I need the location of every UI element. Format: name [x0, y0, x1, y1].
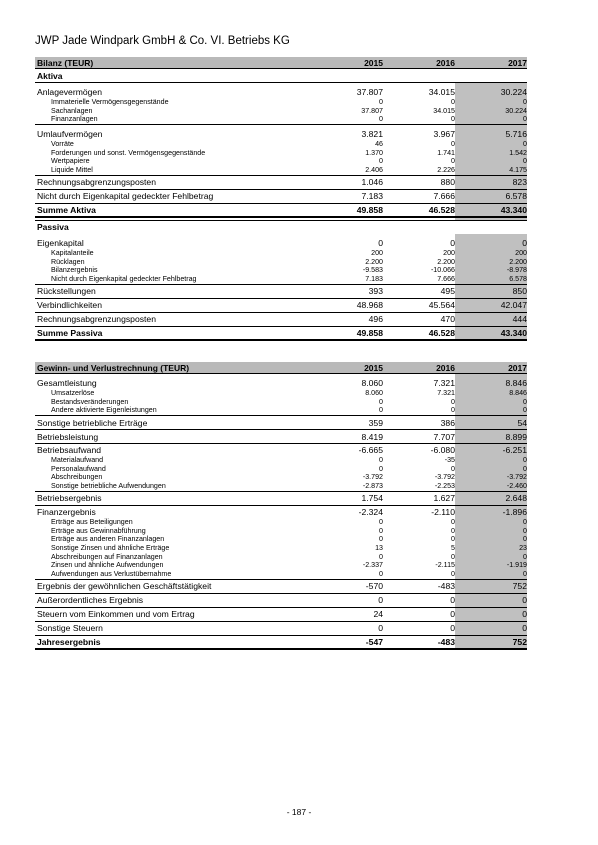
- line-row: [35, 299, 527, 313]
- detail-row: [35, 406, 527, 416]
- value-2015: -9.583: [362, 266, 383, 275]
- value-2015: -547: [365, 636, 383, 647]
- detail-row: [35, 389, 527, 398]
- value-2016: -483: [437, 636, 455, 647]
- value-2016: 0: [451, 140, 455, 149]
- value-2017: 0: [523, 535, 527, 544]
- detail-row: [35, 275, 527, 285]
- value-2016: 2.200: [437, 257, 455, 266]
- value-2015: -6.665: [358, 445, 383, 456]
- value-2016: 495: [440, 286, 455, 297]
- value-2015: 0: [379, 535, 383, 544]
- year-2017: 2017: [508, 362, 527, 373]
- value-2016: 0: [451, 464, 455, 473]
- row-label: Nicht durch Eigenkapital gedeckter Fehlbetrag: [51, 274, 197, 283]
- value-2015: 0: [379, 456, 383, 465]
- value-2017: 752: [512, 581, 527, 592]
- balance-heading: Bilanz (TEUR): [37, 57, 94, 68]
- value-2015: 0: [378, 237, 383, 248]
- value-2016: 0: [451, 526, 455, 535]
- value-2017: 8.846: [509, 389, 527, 397]
- value-2017: 54: [517, 417, 527, 428]
- value-2016: -483: [437, 581, 455, 592]
- total-row: [35, 636, 527, 650]
- value-2017: -1.896: [502, 506, 527, 517]
- value-2015: 8.419: [361, 431, 383, 442]
- row-label: Summe Passiva: [37, 327, 103, 338]
- value-2015: 13: [375, 543, 383, 552]
- value-2016: -3.792: [434, 473, 455, 482]
- row-label: Vorräte: [51, 140, 74, 149]
- row-label: Bilanzergebnis: [51, 266, 98, 275]
- balance-sheet-table: [35, 57, 527, 341]
- row-label: Sonstige Steuern: [37, 623, 103, 634]
- value-2016: 7.321: [433, 378, 455, 388]
- value-2015: 37.807: [356, 87, 383, 97]
- value-2015: 0: [379, 98, 383, 106]
- group-row: [35, 86, 527, 98]
- detail-row: [35, 544, 527, 553]
- value-2015: -2.324: [358, 506, 383, 517]
- value-2016: 0: [451, 535, 455, 544]
- value-2017: 0: [523, 517, 527, 526]
- value-2017: 444: [512, 314, 527, 325]
- value-2015: 0: [379, 115, 383, 124]
- value-2016: 0: [450, 595, 455, 606]
- value-2017: 43.340: [500, 204, 527, 215]
- value-2015: 0: [379, 569, 383, 578]
- row-label: Rückstellungen: [37, 286, 96, 297]
- row-label: Forderungen und sonst. Vermögensgegenstände: [51, 148, 206, 157]
- row-label: Rücklagen: [51, 257, 85, 266]
- value-2015: 46: [375, 140, 383, 149]
- year-2016: 2016: [436, 362, 455, 373]
- guv-heading: Gewinn- und Verlustrechnung (TEUR): [37, 362, 190, 373]
- row-label: Rechnungsabgrenzungsposten: [37, 314, 156, 325]
- value-2015: -2.337: [362, 561, 383, 570]
- detail-row: [35, 553, 527, 562]
- value-2015: 0: [378, 623, 383, 634]
- value-2017: 850: [512, 286, 527, 297]
- line-row: [35, 580, 527, 594]
- value-2015: 8.060: [361, 378, 383, 388]
- row-label: Steuern vom Einkommen und vom Ertrag: [37, 609, 195, 620]
- value-2016: 0: [451, 517, 455, 526]
- line-row: [35, 416, 527, 430]
- value-2017: 5.716: [505, 129, 527, 140]
- detail-row: [35, 570, 527, 580]
- row-label: Erträge aus anderen Finanzanlagen: [51, 535, 165, 544]
- value-2017: 2.200: [509, 257, 527, 266]
- value-2017: 42.047: [500, 300, 527, 311]
- detail-row: [35, 249, 527, 258]
- value-2015: 1.370: [365, 148, 383, 157]
- value-2017: 43.340: [500, 327, 527, 338]
- row-label: Verbindlichkeiten: [37, 300, 102, 311]
- value-2015: 1.046: [361, 177, 383, 188]
- row-label: Immaterielle Vermögensgegenstände: [51, 98, 169, 106]
- row-label: Finanzergebnis: [37, 506, 96, 517]
- value-2015: 0: [379, 157, 383, 166]
- value-2017: 0: [523, 98, 527, 106]
- value-2017: -6.251: [502, 445, 527, 456]
- value-2015: 8.060: [365, 389, 383, 397]
- row-label: Sonstige betriebliche Aufwendungen: [51, 482, 166, 491]
- value-2017: 0: [522, 237, 527, 248]
- detail-row: [35, 482, 527, 492]
- detail-row: [35, 456, 527, 465]
- value-2015: 0: [378, 595, 383, 606]
- value-2015: -2.873: [362, 482, 383, 491]
- line-row: [35, 190, 527, 204]
- value-2016: 0: [451, 157, 455, 166]
- value-2016: 0: [451, 406, 455, 415]
- value-2016: 3.967: [433, 129, 455, 140]
- line-row: [35, 608, 527, 622]
- detail-row: [35, 465, 527, 474]
- row-label: Finanzanlagen: [51, 115, 98, 124]
- value-2016: 7.707: [433, 431, 455, 442]
- detail-row: [35, 398, 527, 407]
- detail-row: [35, 535, 527, 544]
- detail-row: [35, 266, 527, 275]
- row-label: Anlagevermögen: [37, 87, 102, 97]
- value-2016: -6.080: [430, 445, 455, 456]
- row-label: Betriebsaufwand: [37, 445, 102, 456]
- value-2016: 0: [451, 98, 455, 106]
- value-2016: 7.321: [437, 389, 455, 397]
- value-2017: 23: [519, 543, 527, 552]
- row-label: Sonstige Zinsen und ähnliche Erträge: [51, 543, 170, 552]
- value-2016: 34.015: [428, 87, 455, 97]
- value-2016: -35: [444, 456, 455, 465]
- value-2016: 46.528: [428, 327, 455, 338]
- year-2017: 2017: [508, 57, 527, 68]
- value-2016: 1.627: [433, 493, 455, 504]
- value-2015: 0: [379, 552, 383, 561]
- group-row: [35, 444, 527, 456]
- row-label: Andere aktivierte Eigenleistungen: [51, 406, 157, 415]
- value-2017: 0: [522, 623, 527, 634]
- value-2017: 0: [523, 157, 527, 166]
- value-2016: 0: [450, 237, 455, 248]
- value-2017: 30.224: [500, 87, 527, 97]
- row-label: Eigenkapital: [37, 237, 84, 248]
- detail-row: [35, 527, 527, 536]
- value-2017: 0: [523, 526, 527, 535]
- row-label: Rechnungsabgrenzungsposten: [37, 177, 156, 188]
- value-2016: -2.115: [435, 561, 455, 570]
- value-2017: 4.175: [509, 166, 527, 175]
- value-2015: 2.200: [365, 257, 383, 266]
- value-2016: 880: [440, 177, 455, 188]
- total-row: [35, 204, 527, 218]
- value-2017: -8.978: [506, 266, 527, 275]
- value-2017: 823: [512, 177, 527, 188]
- detail-row: [35, 107, 527, 116]
- value-2017: 0: [523, 115, 527, 124]
- row-label: Umlaufvermögen: [37, 129, 103, 140]
- value-2016: 0: [450, 609, 455, 620]
- value-2016: 200: [443, 248, 455, 257]
- value-2017: 8.899: [505, 431, 527, 442]
- value-2015: 37.807: [361, 106, 383, 115]
- row-label: Jahresergebnis: [37, 636, 101, 647]
- total-row: [35, 327, 527, 341]
- detail-row: [35, 140, 527, 149]
- line-row: [35, 176, 527, 190]
- value-2017: 6.578: [509, 274, 527, 283]
- aktiva-label: Aktiva: [35, 71, 527, 81]
- value-2017: 0: [523, 397, 527, 406]
- value-2016: 1.741: [437, 148, 455, 157]
- row-label: Kapitalanteile: [51, 248, 94, 257]
- value-2017: 200: [515, 248, 527, 257]
- row-label: Erträge aus Beteiligungen: [51, 517, 133, 526]
- value-2015: 200: [371, 248, 383, 257]
- row-label: Liquide Mittel: [51, 166, 93, 175]
- value-2015: -3.792: [362, 473, 383, 482]
- value-2016: 7.666: [433, 191, 455, 202]
- value-2017: -1.919: [506, 561, 527, 570]
- value-2015: 49.858: [356, 204, 383, 215]
- row-label: Aufwendungen aus Verlustübernahme: [51, 569, 172, 578]
- detail-row: [35, 518, 527, 527]
- passiva-heading-row: [35, 220, 527, 234]
- row-label: Außerordentliches Ergebnis: [37, 595, 144, 606]
- value-2017: 0: [523, 464, 527, 473]
- income-statement-table: [35, 362, 527, 650]
- document-title: JWP Jade Windpark GmbH & Co. VI. Betriebs KG: [35, 35, 290, 47]
- value-2015: 1.754: [361, 493, 383, 504]
- value-2015: 0: [379, 517, 383, 526]
- detail-row: [35, 166, 527, 176]
- line-row: [35, 313, 527, 327]
- value-2016: 2.226: [437, 166, 455, 175]
- line-row: [35, 285, 527, 299]
- row-label: Abschreibungen auf Finanzanlagen: [51, 552, 163, 561]
- value-2016: 0: [451, 115, 455, 124]
- year-2016: 2016: [436, 57, 455, 68]
- value-2015: 7.183: [365, 274, 383, 283]
- value-2016: 470: [440, 314, 455, 325]
- value-2017: 1.542: [509, 148, 527, 157]
- detail-row: [35, 157, 527, 166]
- detail-row: [35, 473, 527, 482]
- value-2015: 393: [368, 286, 383, 297]
- value-2016: 34.015: [433, 106, 455, 115]
- value-2015: 3.821: [361, 129, 383, 140]
- row-label: Summe Aktiva: [37, 204, 96, 215]
- row-label: Sonstige betriebliche Erträge: [37, 417, 148, 428]
- guv-header-row: [35, 362, 527, 374]
- row-label: Abschreibungen: [51, 473, 103, 482]
- value-2017: -2.460: [506, 482, 527, 491]
- line-row: [35, 622, 527, 636]
- page-number: - 187 -: [286, 807, 312, 817]
- line-row: [35, 492, 527, 506]
- row-label: Personalaufwand: [51, 464, 106, 473]
- group-row: [35, 506, 527, 518]
- group-row: [35, 128, 527, 140]
- detail-row: [35, 258, 527, 267]
- value-2016: 0: [451, 569, 455, 578]
- year-2015: 2015: [364, 57, 383, 68]
- row-label: Sachanlagen: [51, 106, 93, 115]
- year-2015: 2015: [364, 362, 383, 373]
- value-2017: 0: [523, 569, 527, 578]
- value-2017: 2.648: [505, 493, 527, 504]
- value-2015: 48.968: [356, 300, 383, 311]
- value-2015: 496: [368, 314, 383, 325]
- value-2016: -2.253: [434, 482, 455, 491]
- value-2016: 5: [451, 543, 455, 552]
- aktiva-heading-row: [35, 69, 527, 83]
- value-2015: 24: [373, 609, 383, 620]
- row-label: Umsatzerlöse: [51, 389, 95, 397]
- row-label: Wertpapiere: [51, 157, 90, 166]
- passiva-label: Passiva: [35, 222, 527, 232]
- value-2016: 7.666: [437, 274, 455, 283]
- value-2016: 46.528: [428, 204, 455, 215]
- value-2016: 45.564: [428, 300, 455, 311]
- value-2017: -3.792: [506, 473, 527, 482]
- value-2015: 7.183: [361, 191, 383, 202]
- value-2017: 0: [523, 456, 527, 465]
- value-2017: 0: [523, 406, 527, 415]
- line-row: [35, 430, 527, 444]
- value-2016: 386: [440, 417, 455, 428]
- value-2017: 0: [523, 552, 527, 561]
- value-2017: 0: [522, 609, 527, 620]
- value-2015: 0: [379, 464, 383, 473]
- value-2015: 49.858: [356, 327, 383, 338]
- value-2015: 359: [368, 417, 383, 428]
- detail-row: [35, 561, 527, 570]
- row-label: Betriebsergebnis: [37, 493, 102, 504]
- row-label: Betriebsleistung: [37, 431, 99, 442]
- value-2016: -2.110: [431, 506, 455, 517]
- value-2015: -570: [365, 581, 383, 592]
- value-2015: 0: [379, 526, 383, 535]
- value-2016: -10.066: [430, 266, 455, 275]
- row-label: Erträge aus Gewinnabführung: [51, 526, 146, 535]
- row-label: Ergebnis der gewöhnlichen Geschäftstätigkeit: [37, 581, 212, 592]
- value-2016: 0: [451, 397, 455, 406]
- group-row: [35, 377, 527, 389]
- row-label: Materialaufwand: [51, 456, 104, 465]
- value-2015: 2.406: [365, 166, 383, 175]
- group-row: [35, 237, 527, 249]
- value-2017: 8.846: [505, 378, 527, 388]
- detail-row: [35, 115, 527, 125]
- value-2015: 0: [379, 397, 383, 406]
- row-label: Gesamtleistung: [37, 378, 97, 388]
- value-2016: 0: [450, 623, 455, 634]
- value-2017: 0: [522, 595, 527, 606]
- value-2017: 30.224: [505, 106, 527, 115]
- value-2017: 752: [512, 636, 527, 647]
- value-2017: 0: [523, 140, 527, 149]
- row-label: Bestandsveränderungen: [51, 397, 129, 406]
- value-2017: 6.578: [505, 191, 527, 202]
- line-row: [35, 594, 527, 608]
- value-2015: 0: [379, 406, 383, 415]
- detail-row: [35, 98, 527, 107]
- row-label: Zinsen und ähnliche Aufwendungen: [51, 561, 164, 570]
- value-2016: 0: [451, 552, 455, 561]
- row-label: Nicht durch Eigenkapital gedeckter Fehlbetrag: [37, 191, 214, 202]
- balance-header-row: [35, 57, 527, 69]
- detail-row: [35, 149, 527, 158]
